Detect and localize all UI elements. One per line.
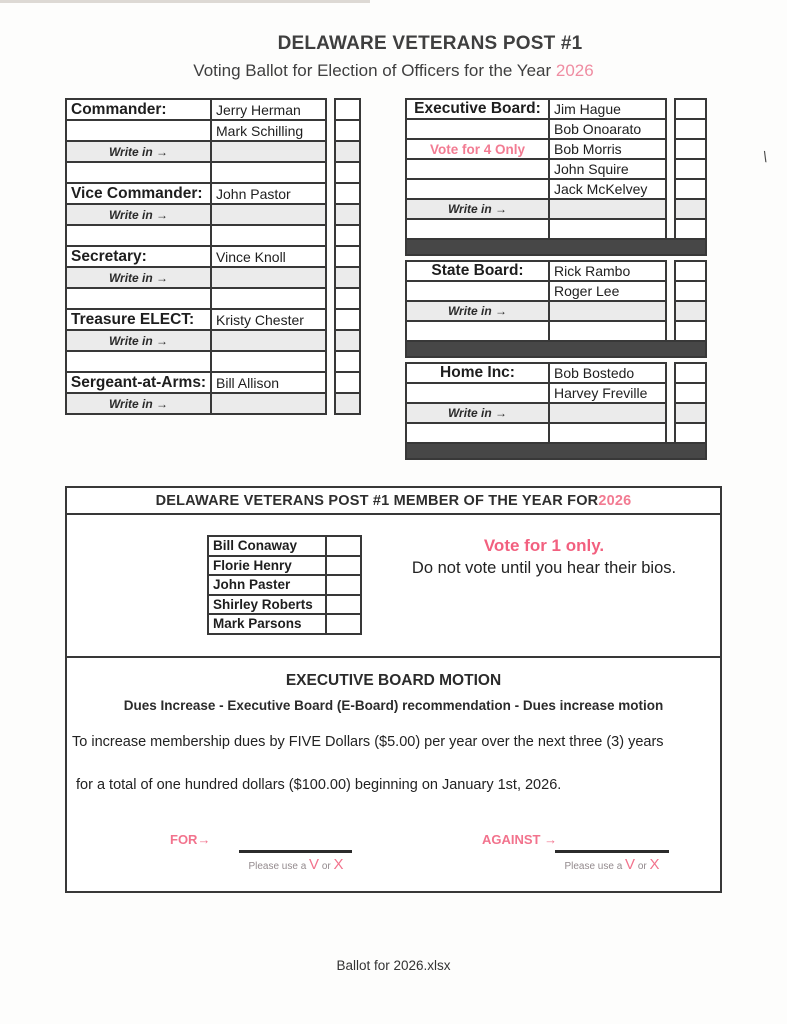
motion-body-line: for a total of one hundred dollars ($100.00) beginning on January 1st, 2026. [76,777,562,793]
write-in-field [210,266,327,289]
column-gap [327,266,334,289]
table-row [65,182,361,205]
section-divider-band [405,442,707,460]
column-gap [667,158,674,180]
table-row [405,382,707,404]
column-gap [667,422,674,444]
column-gap [327,371,334,394]
write-in-field [210,329,327,352]
against-write-line [555,850,669,853]
vote-box [674,198,707,220]
check-mark: V [309,856,320,873]
blank-cell [405,178,550,200]
stray-mark: \ [761,148,769,167]
member-candidate: Mark Parsons [207,613,327,635]
column-gap [327,119,334,142]
column-gap [327,203,334,226]
vote-box [325,594,362,616]
office-label [65,119,212,142]
write-in-field [210,140,327,163]
column-gap [327,224,334,247]
blank-cell [405,280,550,302]
blank-cell [405,158,550,180]
candidate-name: John Squire [548,158,667,180]
column-gap [327,140,334,163]
candidate-name: Rick Rambo [548,260,667,282]
column-gap [327,182,334,205]
write-in-label: Write in → [65,140,212,163]
blank-cell [210,287,327,310]
blank-row [65,161,361,184]
vote-box [674,382,707,404]
table-row [65,371,361,394]
for-label: FOR→ [170,832,211,847]
blank-cell [210,350,327,373]
boards-table [405,98,707,460]
column-gap [327,392,334,415]
vote-box [334,182,361,205]
vote-box [334,203,361,226]
motion-title: EXECUTIVE BOARD MOTION [285,672,502,689]
vote-box [674,260,707,282]
write-in-label: Write in → [65,203,212,226]
write-in-row [65,266,361,289]
column-gap [327,245,334,268]
write-in-row [65,329,361,352]
column-gap [667,362,674,384]
column-gap [327,287,334,310]
blank-cell [65,224,212,247]
column-gap [667,178,674,200]
table-row [65,119,361,142]
page-title: DELAWARE VETERANS POST #1 [277,33,583,54]
mark-instruction [211,856,381,873]
file-name-footer: Ballot for 2026.xlsx [336,958,451,973]
vote-box [325,613,362,635]
vote-box [674,118,707,140]
executive-board-motion-section [67,656,720,891]
vote-box [674,218,707,240]
for-write-line [239,850,352,853]
blank-cell [548,320,667,342]
member-candidates-table [207,535,362,635]
write-in-row [65,140,361,163]
table-row [207,613,362,635]
write-in-label: Write in → [405,402,550,424]
blank-row [65,350,361,373]
blank-cell [548,218,667,240]
section-divider-band [405,340,707,358]
column-gap [327,329,334,352]
vote-box [674,300,707,322]
blank-cell [65,161,212,184]
subtitle-text: Voting Ballot for Election of Officers for the Year [193,61,556,80]
member-header-text: DELAWARE VETERANS POST #1 MEMBER OF THE YEAR FOR [155,492,599,509]
blank-cell [65,287,212,310]
write-in-row [65,203,361,226]
column-gap [667,280,674,302]
column-gap [667,218,674,240]
vote-box [334,329,361,352]
write-in-label: Write in → [405,198,550,220]
table-row [207,535,362,557]
vote-box [674,362,707,384]
office-label: Sergeant-at-Arms: [65,371,212,394]
write-in-field [548,300,667,322]
column-gap [667,198,674,220]
blank-cell [65,350,212,373]
instruction-text: or [637,861,647,872]
write-in-row [405,300,707,322]
member-candidate: Shirley Roberts [207,594,327,616]
board-label: Executive Board: [405,98,550,120]
member-candidate: Florie Henry [207,555,327,577]
table-row [207,555,362,577]
blank-cell [405,320,550,342]
page-subtitle [0,61,787,81]
table-row [65,98,361,121]
column-gap [327,308,334,331]
vote-box [334,266,361,289]
table-row [405,118,707,140]
section-divider-band [405,238,707,256]
blank-cell [405,422,550,444]
blank-cell [548,422,667,444]
x-mark: X [649,856,660,873]
table-row [207,594,362,616]
table-row [405,158,707,180]
write-in-field [548,198,667,220]
vote-box [334,224,361,247]
column-gap [667,382,674,404]
vote-box [334,98,361,121]
table-row [405,280,707,302]
vote-box [674,98,707,120]
blank-cell [210,161,327,184]
column-gap [667,138,674,160]
table-row [405,178,707,200]
column-gap [667,118,674,140]
vote-box [334,245,361,268]
vote-box [674,320,707,342]
column-gap [667,402,674,424]
board-label: State Board: [405,260,550,282]
blank-row [65,287,361,310]
bios-note: Do not vote until you hear their bios. [411,559,677,577]
table-row [207,574,362,596]
table-row [65,245,361,268]
member-vote-notes [344,536,744,578]
candidate-name: Bob Morris [548,138,667,160]
write-in-row [405,198,707,220]
board-label: Home Inc: [405,362,550,384]
scan-artifact [0,0,370,3]
candidate-name: Bill Allison [210,371,327,394]
column-gap [327,350,334,373]
instruction-text: Please use a [248,861,307,872]
against-label: AGAINST → [482,832,558,847]
blank-cell [210,224,327,247]
blank-cell [405,118,550,140]
vote-box [334,308,361,331]
table-row [405,98,707,120]
blank-row [405,320,707,342]
instruction-text: Please use a [564,861,623,872]
vote-box [674,178,707,200]
write-in-row [405,402,707,424]
vote-limit-note: Vote for 4 Only [405,138,550,160]
table-row [405,260,707,282]
write-in-label: Write in → [65,329,212,352]
column-gap [667,260,674,282]
column-gap [667,300,674,322]
vote-box [334,287,361,310]
office-label: Commander: [65,98,212,121]
blank-cell [405,218,550,240]
vote-box [674,158,707,180]
column-gap [667,98,674,120]
subtitle-year: 2026 [555,61,594,80]
office-label: Treasure ELECT: [65,308,212,331]
vote-box [334,371,361,394]
column-gap [327,98,334,121]
candidate-name: Kristy Chester [210,308,327,331]
vote-box [674,280,707,302]
table-row [405,362,707,384]
instruction-text: or [321,861,331,872]
write-in-label: Write in → [405,300,550,322]
write-in-label: Write in → [65,392,212,415]
check-mark: V [625,856,636,873]
vote-box [334,119,361,142]
member-of-year-header [67,488,720,515]
write-in-label: Write in → [65,266,212,289]
office-label: Secretary: [65,245,212,268]
candidate-name: Jim Hague [548,98,667,120]
vote-box [674,138,707,160]
vote-box [674,422,707,444]
blank-cell [405,382,550,404]
write-in-field [210,392,327,415]
candidate-name: Jack McKelvey [548,178,667,200]
vote-box [334,350,361,373]
candidate-name: John Pastor [210,182,327,205]
member-candidate: John Paster [207,574,327,596]
table-row [405,138,707,160]
motion-body-line: To increase membership dues by FIVE Dollars ($5.00) per year over the next three (3) years [72,734,664,750]
candidate-name: Bob Bostedo [548,362,667,384]
write-in-row [65,392,361,415]
vote-limit-note: Vote for 1 only. [483,536,605,555]
column-gap [667,320,674,342]
table-row [65,308,361,331]
candidate-name: Jerry Herman [210,98,327,121]
x-mark: X [333,856,344,873]
column-gap [327,161,334,184]
member-candidate: Bill Conaway [207,535,327,557]
blank-row [65,224,361,247]
candidate-name: Harvey Freville [548,382,667,404]
blank-row [405,218,707,240]
blank-row [405,422,707,444]
vote-box [674,402,707,424]
vote-box [334,140,361,163]
candidate-name: Roger Lee [548,280,667,302]
candidate-name: Bob Onoarato [548,118,667,140]
vote-box [334,161,361,184]
member-of-year-box [65,486,722,893]
member-header-year: 2026 [598,492,632,509]
motion-subtitle: Dues Increase - Executive Board (E-Board) recommendation - Dues increase motion [123,698,664,713]
office-label: Vice Commander: [65,182,212,205]
vote-box [334,392,361,415]
write-in-field [548,402,667,424]
candidate-name: Mark Schilling [210,119,327,142]
mark-instruction [527,856,697,873]
candidate-name: Vince Knoll [210,245,327,268]
officers-table [65,98,361,415]
write-in-field [210,203,327,226]
